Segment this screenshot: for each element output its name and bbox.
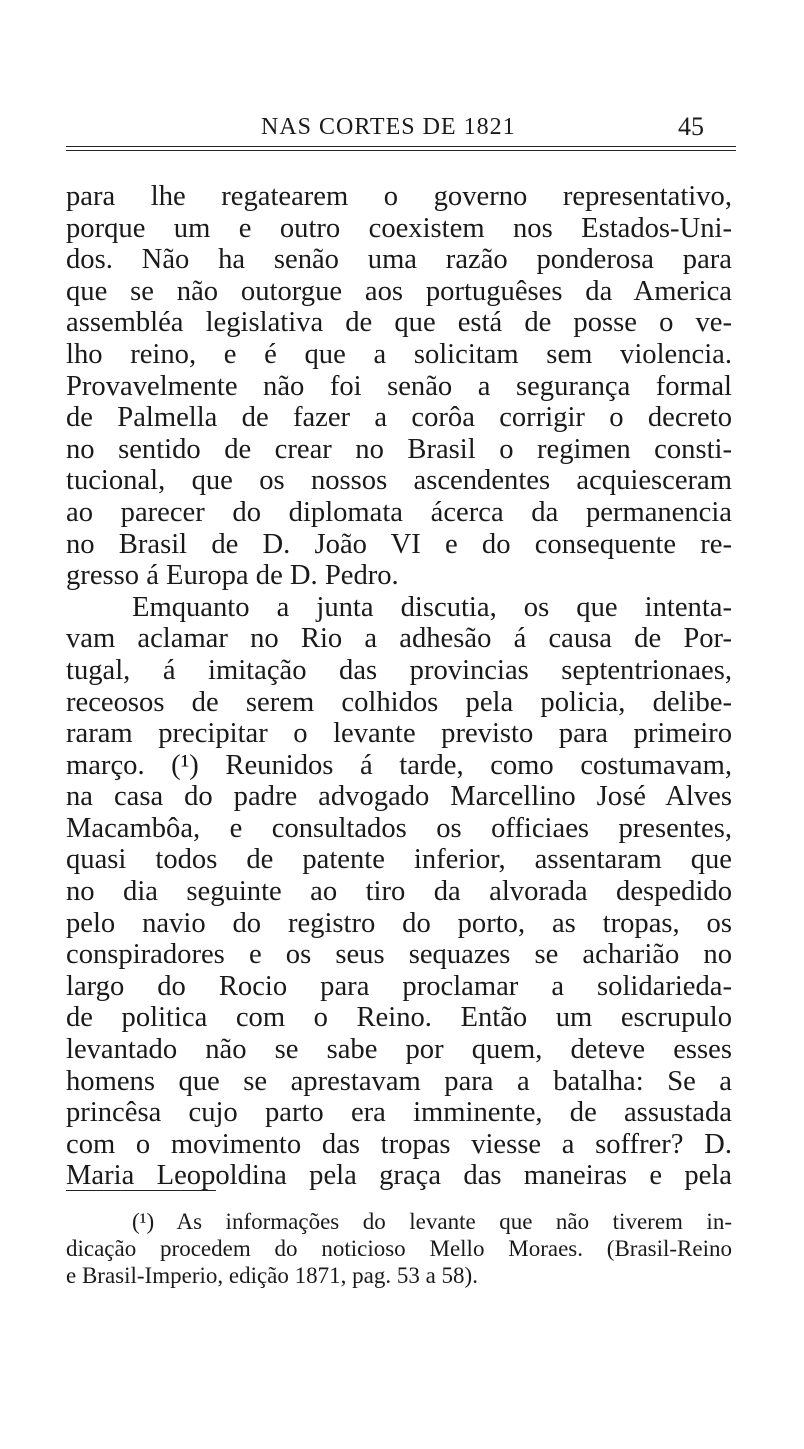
footnote-line: e Brasil-Imperio, edição 1871, pag. 53 a 58).	[66, 1263, 478, 1288]
main-text	[66, 181, 732, 1192]
text-line: na casa do padre advogado Marcellino José Alves	[66, 781, 732, 813]
text-line: de politica com o Reino. Então um escrupulo	[66, 1002, 732, 1034]
text-line: tucional, que os nossos ascendentes acquiesceram	[66, 465, 732, 497]
text-line: receosos de serem colhidos pela policia, delibe-	[66, 686, 732, 718]
running-title: NAS CORTES DE 1821	[261, 114, 516, 140]
text-line: pelo navio do registro do porto, as tropas, os	[66, 907, 732, 939]
text-line: março. (¹) Reunidos á tarde, como costumavam,	[66, 749, 732, 781]
paragraph-end-line: gresso á Europa de D. Pedro.	[66, 560, 399, 592]
text-line: assembléa legislativa de que está de posse o ve-	[66, 307, 732, 339]
text-line: raram precipitar o levante previsto para primeiro	[66, 718, 732, 750]
text-line: com o movimento das tropas viesse a soffrer? D.	[66, 1128, 732, 1160]
text-line: no sentido de crear no Brasil o regimen consti-	[66, 433, 732, 465]
text-line: levantado não se sabe por quem, deteve esses	[66, 1034, 732, 1066]
paragraph-start-line: Emquanto a junta discutia, os que intenta-	[132, 591, 732, 623]
text-line: no dia seguinte ao tiro da alvorada despedido	[66, 876, 732, 908]
text-line: Provavelmente não foi senão a segurança formal	[66, 370, 732, 402]
footnote-line: dicação procedem do noticioso Mello Moraes. (Brasil-Reino	[66, 1236, 732, 1261]
text-line: homens que se aprestavam para a batalha: Se a	[66, 1065, 732, 1097]
text-line: lho reino, e é que a solicitam sem violencia.	[66, 338, 732, 370]
text-line: princêsa cujo parto era imminente, de assustada	[66, 1097, 732, 1129]
footnotes	[66, 1208, 732, 1289]
text-line: porque um e outro coexistem nos Estados-Uni-	[66, 212, 732, 244]
header-rule-top	[66, 146, 736, 147]
text-line: ao parecer do diplomata ácerca da permanencia	[66, 496, 732, 528]
text-line: quasi todos de patente inferior, assentaram que	[66, 844, 732, 876]
text-line: dos. Não ha senão uma razão ponderosa para	[66, 244, 732, 276]
text-line: de Palmella de fazer a corôa corrigir o decreto	[66, 402, 732, 434]
footnote-separator	[66, 1190, 216, 1191]
text-line: largo do Rocio para proclamar a solidarieda-	[66, 970, 732, 1002]
text-line: no Brasil de D. João VI e do consequente re-	[66, 528, 732, 560]
text-line: que se não outorgue aos portuguêses da America	[66, 275, 732, 307]
text-line: tugal, á imitação das provincias septentrionaes,	[66, 654, 732, 686]
running-header	[66, 110, 736, 150]
header-rule-bottom	[66, 150, 736, 151]
page-number: 45	[678, 112, 704, 141]
footnote-line: (¹) As informações do levante que não tiverem in-	[132, 1209, 732, 1234]
text-line: para lhe regatearem o governo representativo,	[66, 181, 732, 212]
text-line: Macambôa, e consultados os officiaes presentes,	[66, 812, 732, 844]
text-line: conspiradores e os seus sequazes se acharião no	[66, 939, 732, 971]
text-line: vam aclamar no Rio a adhesão á causa de Por-	[66, 623, 732, 655]
text-line: Maria Leopoldina pela graça das maneiras e pela	[66, 1160, 732, 1192]
